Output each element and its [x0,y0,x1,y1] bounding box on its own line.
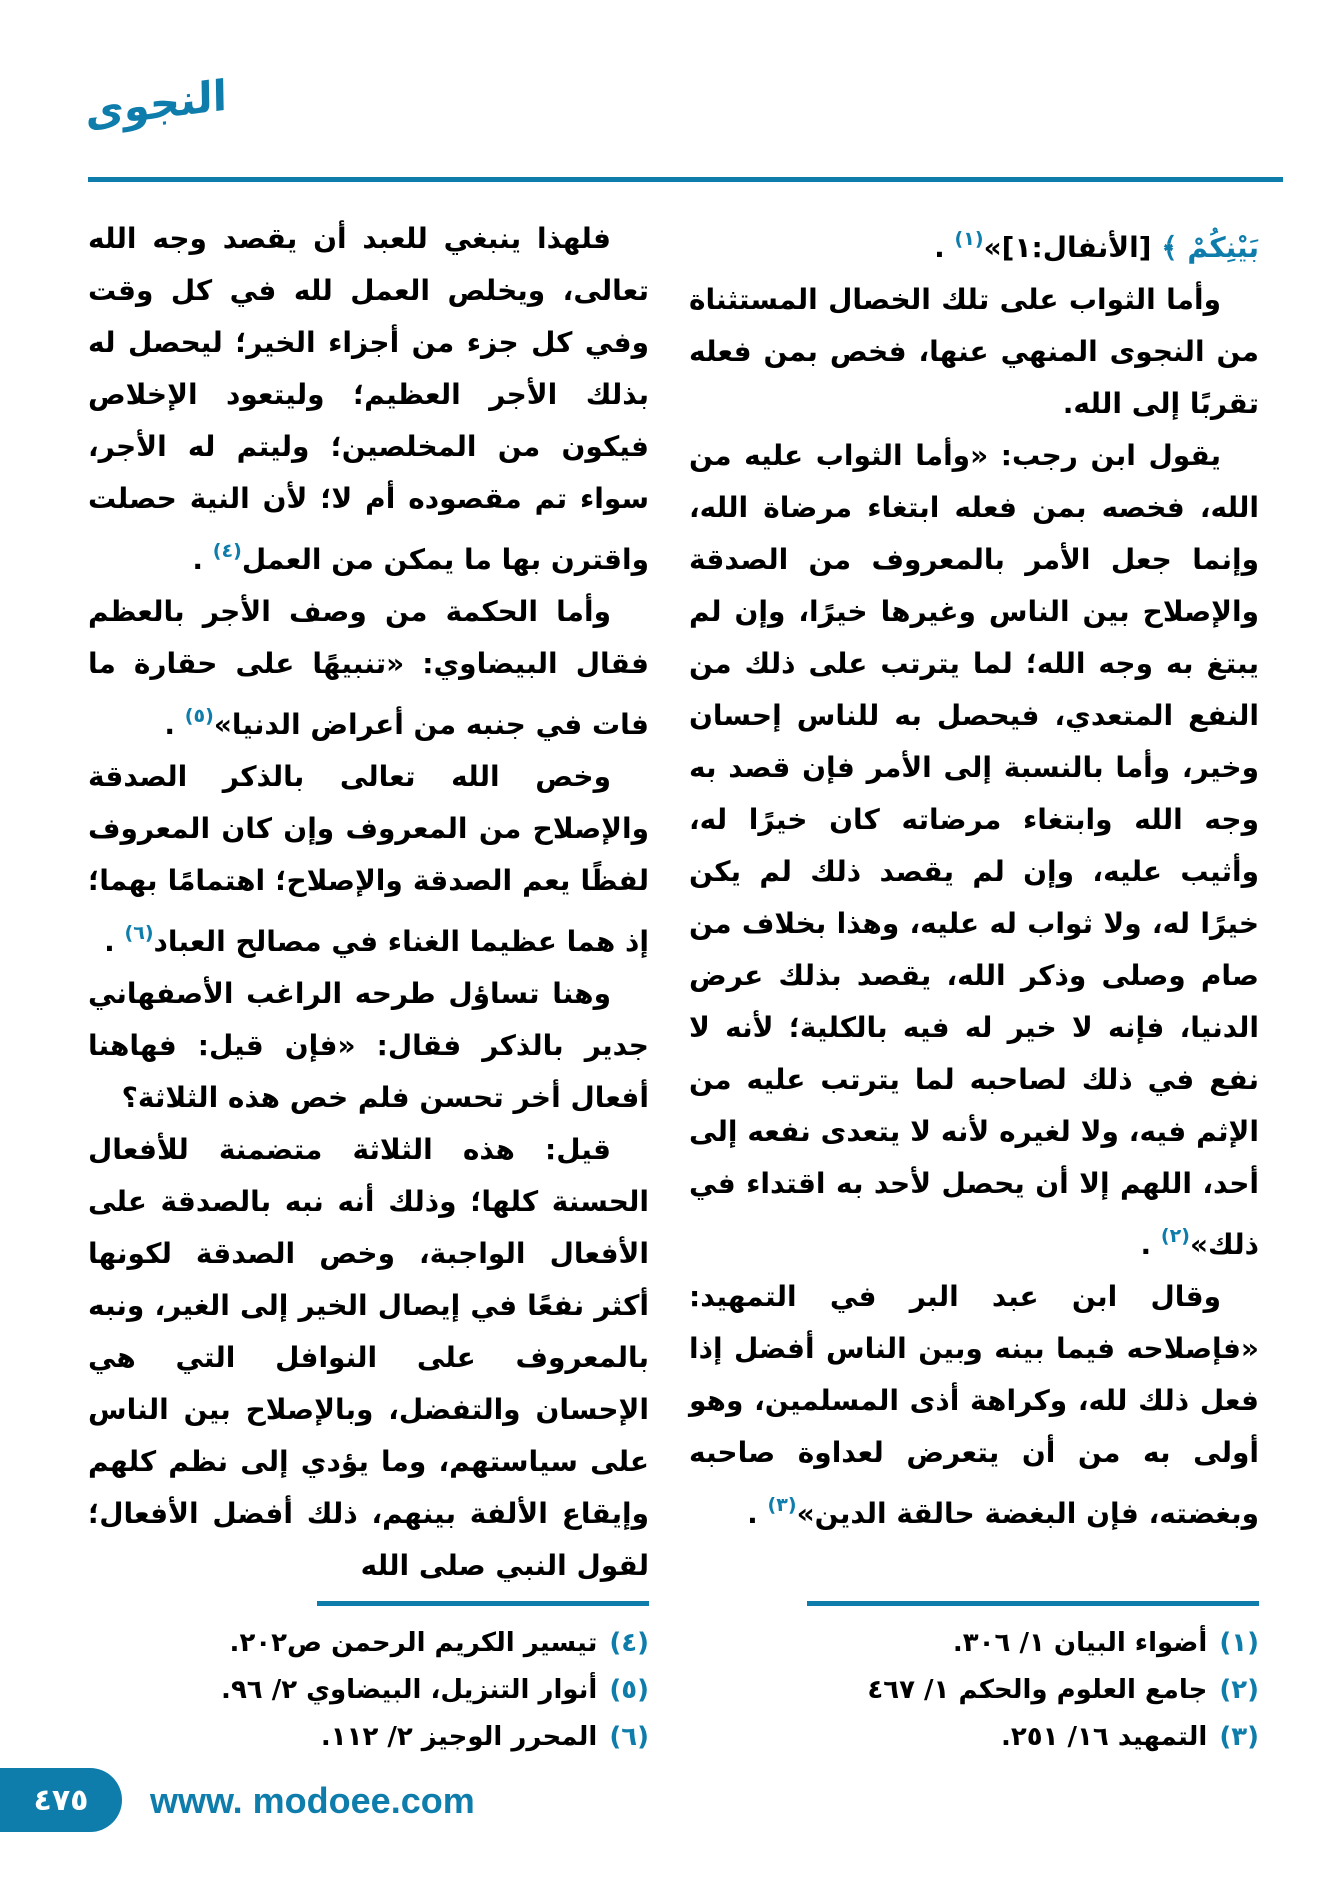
paragraph [689,1271,1259,1540]
footnote-marker: (٦) [124,922,154,944]
body-text: . [934,231,955,264]
footnote-marker: (٥) [184,705,214,727]
body-text: . [747,1497,768,1530]
footnote-marker: (١) [954,228,984,250]
body-text: . [104,925,125,958]
footnote [88,1620,649,1667]
footnote-number: (١) [1219,1628,1259,1658]
footnote-text: جامع العلوم والحكم ١/ ٤٦٧ [867,1675,1208,1705]
body-text: فلهذا ينبغي للعبد أن يقصد وجه الله تعالى، ويخلص العمل لله في كل وقت وفي كل جزء من أجزاء الخير؛ ليحصل له بذلك الأجر العظيم؛ وليتعود الإخلاص فيكون من المخلصين؛ وليتم له الأجر، سواء تم مقصوده أم لا؛ لأن النية حصلت واقترن بها ما يمكن من العمل [88,222,649,576]
footnote-text: أضواء البيان ١/ ٣٠٦. [952,1628,1208,1658]
footnote [689,1714,1259,1761]
body-text: [الأنفال:١]» [983,231,1162,264]
body-text: وهنا تساؤل طرحه الراغب الأصفهاني جدير بالذكر فقال: «فإن قيل: فهاهنا أفعال أخر تحسن فلم خص هذه الثلاثة؟ [88,977,649,1114]
footnote-marker: (٣) [767,1494,797,1516]
paragraph [88,586,649,751]
paragraph [88,1124,649,1592]
column-left-footnote-block [88,1601,649,1761]
column-right-body [689,213,1259,1540]
body-text: . [164,708,185,741]
body-text: وأما الحكمة من وصف الأجر بالعظم فقال البيضاوي: «تنبيهًا على حقارة ما فات في جنبه من أعراض الدنيا» [88,595,649,741]
footnote-number: (٤) [609,1628,649,1658]
header-divider [88,177,1283,182]
body-text: وخص الله تعالى بالذكر الصدقة والإصلاح من المعروف وإن كان المعروف لفظًا يعم الصدقة والإصلاح؛ اهتمامًا بهما؛ إذ هما عظيما الغناء في مصالح العباد [88,760,649,958]
paragraph [88,751,649,968]
column-left [88,213,649,1761]
body-text: . [1140,1228,1161,1261]
page-number-badge [0,1768,122,1832]
footnote-text: المحرر الوجيز ٢/ ١١٢. [320,1722,598,1752]
footnote-text: التمهيد ١٦/ ٢٥١. [1000,1722,1208,1752]
footnote-divider [807,1601,1259,1606]
body-text: وأما الثواب على تلك الخصال المستثناة من النجوى المنهي عنها، فخص بمن فعله تقربًا إلى الله. [689,283,1259,420]
footnote [689,1667,1259,1714]
footnote-number: (٦) [609,1722,649,1752]
quran-text: بَيْنِكُمْ ﴾ [1161,231,1259,264]
quran-quote-line [689,213,1259,274]
body-text: يقول ابن رجب: «وأما الثواب عليه من الله، فخصه بمن فعله ابتغاء مرضاة الله، وإنما جعل الأمر بالمعروف من الصدقة والإصلاح بين الناس وغيرها خيرًا، وإن لم يبتغ به وجه الله؛ لما يترتب على ذلك من النفع المتعدي، فيحصل به للناس إحسان وخير، وأما بالنسبة إلى الأمر فإن قصد به وجه الله وابتغاء مرضاته كان خيرًا له، وأثيب عليه، وإن لم يقصد ذلك لم يكن خيرًا له، ولا ثواب له عليه، وهذا بخلاف من صام وصلى وذكر الله، يقصد بذلك عرض الدنيا، فإنه لا خير له فيه بالكلية؛ لأنه لا نفع في ذلك لصاحبه لما يترتب عليه من الإثم فيه، ولا لغيره لأنه لا يتعدى نفعه إلى أحد، اللهم إلا أن يحصل لأحد به اقتداء في ذلك» [689,439,1259,1261]
footnote-text: تيسير الكريم الرحمن ص٢٠٢. [229,1628,598,1658]
body-text: . [192,543,213,576]
paragraph [88,213,649,586]
column-left-body [88,213,649,1592]
footnote-text: أنوار التنزيل، البيضاوي ٢/ ٩٦. [221,1675,598,1705]
body-text: قيل: هذه الثلاثة متضمنة للأفعال الحسنة كلها؛ وذلك أنه نبه بالصدقة على الأفعال الواجبة، وخص الصدقة لكونها أكثر نفعًا في إيصال الخير إلى الغير، ونبه بالمعروف على النوافل التي هي الإحسان والتفضل، وبالإصلاح بين الناس على سياستهم، وما يؤدي إلى نظم كلهم وإيقاع الألفة بينهم، ذلك أفضل الأفعال؛ لقول النبي صلى الله [88,1133,649,1582]
body-text: وقال ابن عبد البر في التمهيد: «فإصلاحه فيما بينه وبين الناس أفضل إذا فعل ذلك لله، وكراهة أذى المسلمين، وهو أولى به من أن يتعرض لعداوة صاحبه وبغضته، فإن البغضة حالقة الدين» [689,1280,1259,1530]
footnote-divider [317,1601,649,1606]
footnote-number: (٢) [1219,1675,1259,1705]
footnote-number: (٣) [1219,1722,1259,1752]
chapter-title: النجوى [85,70,228,137]
footnote [88,1667,649,1714]
paragraph [689,430,1259,1271]
page-number: ٤٧٥ [33,1782,89,1818]
footnote-marker: (٤) [212,540,242,562]
website-link[interactable]: www. modoee.com [150,1780,475,1821]
column-right-footnotes [689,1620,1259,1761]
column-right [689,213,1259,1761]
text-columns [88,213,1259,1761]
column-right-footnote-block [689,1601,1259,1761]
footnote [88,1714,649,1761]
footnote-marker: (٢) [1160,1225,1190,1247]
column-left-footnotes [88,1620,649,1761]
paragraph [689,274,1259,430]
footnote-number: (٥) [609,1675,649,1705]
footnote [689,1620,1259,1667]
paragraph [88,968,649,1124]
